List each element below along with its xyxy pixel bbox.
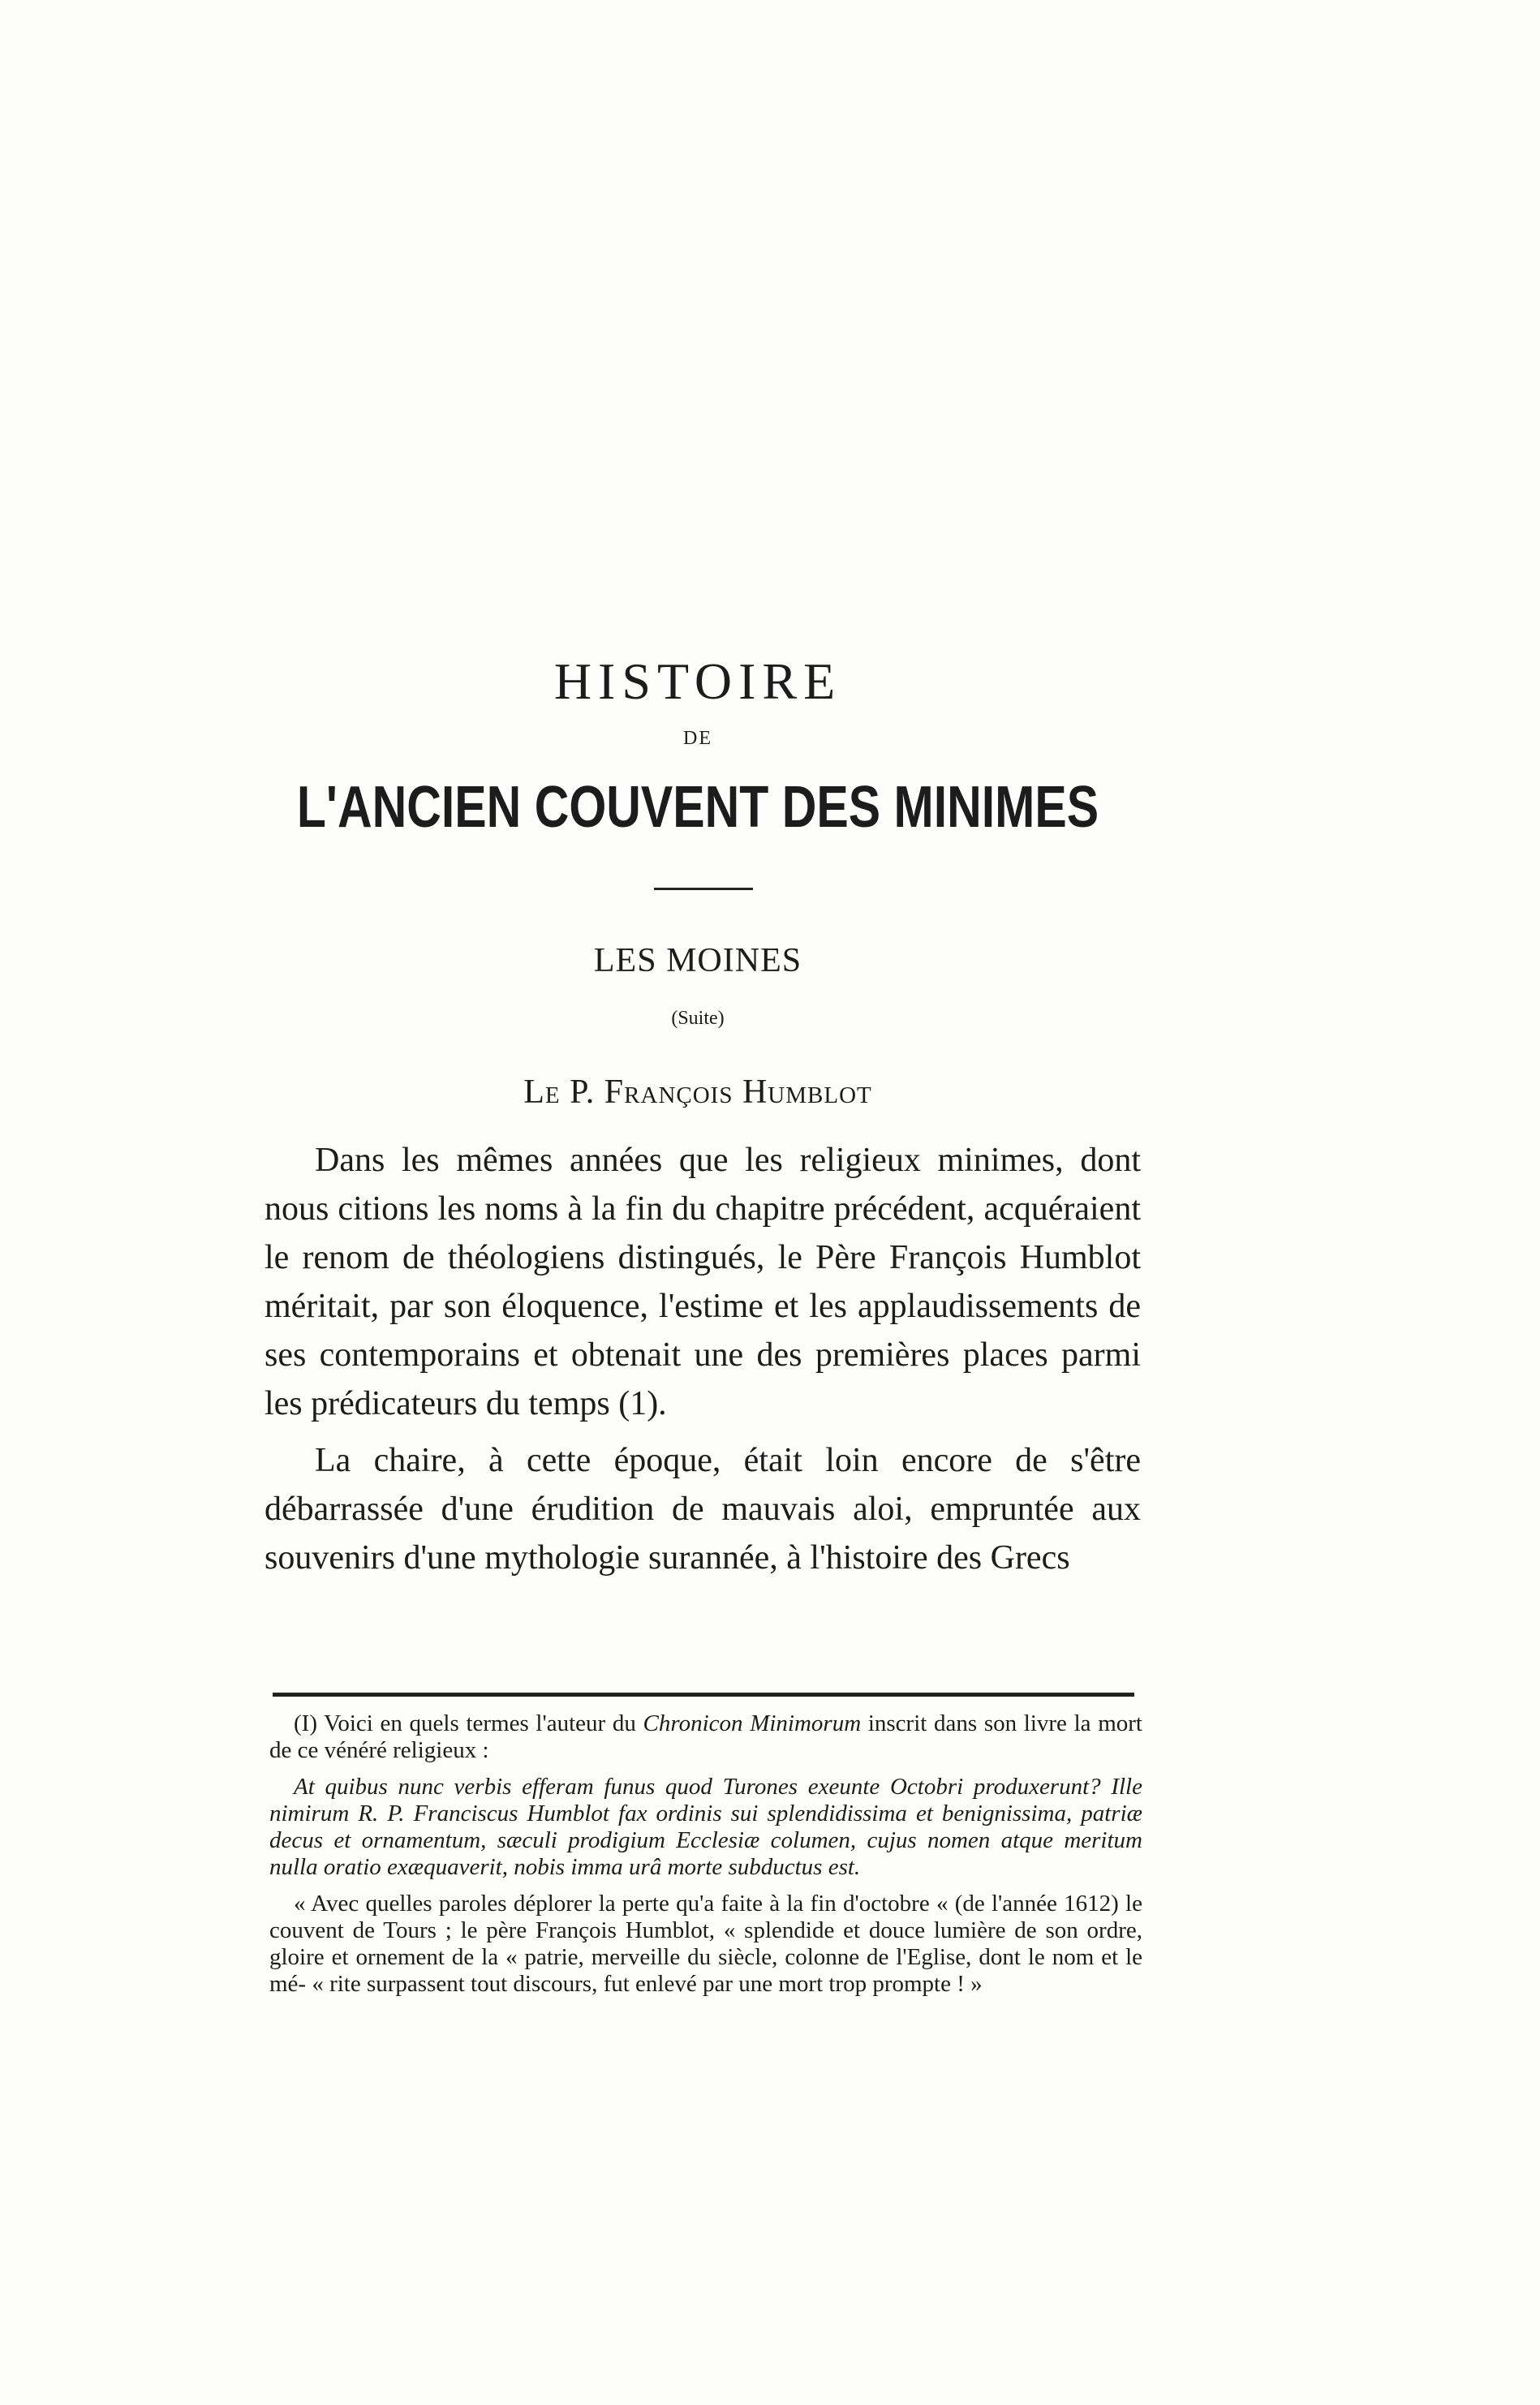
body-paragraph: La chaire, à cette époque, était loin encore de s'être débarrassée d'une érudition de mauvais aloi, empruntée aux souvenirs d'une mythologie surannée, à l'histoire des Grecs bbox=[265, 1442, 1141, 1577]
section-subtitle: (Suite) bbox=[671, 1008, 725, 1029]
footnote-1-source-title: Chronicon Minimorum bbox=[643, 1710, 862, 1736]
footnote-1-text: (I) Voici en quels termes l'auteur du bbox=[294, 1710, 643, 1736]
footnote-1-text-end: inscrit dans son livre la mort de ce vénéré religieux : bbox=[269, 1710, 1142, 1763]
footnote-latin-quote: At quibus nunc verbis efferam funus quod Turones exeunte Octobri produxerunt? Ille nimirum R. P. Franciscus Humblot fax ordinis sui splendidissima et benignissima, patriæ decus et ornamentum, sæculi prodigium Ecclesiæ columen, cujus nomen atque meritum nulla oratio exæquaverit, nobis imma urâ morte subductus est. bbox=[269, 1774, 1142, 1880]
body-text bbox=[265, 1136, 1141, 1590]
section-title: LES MOINES bbox=[593, 942, 802, 979]
body-paragraph: Dans les mêmes années que les religieux minimes, dont nous citions les noms à la fin du chapitre précédent, acquéraient le renom de théologiens distingués, le Père François Humblot méritait, par son éloquence, l'estime et les applaudissements de ses contemporains et obtenait une des premières places parmi les prédicateurs du temps (1). bbox=[265, 1142, 1141, 1422]
title-divider bbox=[654, 888, 753, 890]
main-title: L'ANCIEN COUVENT DES MINIMES bbox=[296, 775, 1099, 840]
title-histoire: HISTOIRE bbox=[553, 652, 842, 710]
footnote-french-translation: « Avec quelles paroles déplorer la perte qu'a faite à la fin d'octobre « (de l'année 1612) le couvent de Tours ; le père François Humblot, « splendide et douce lumière de son ordre, gloire et ornement de la « patrie, merveille du siècle, colonne de l'Eglise, dont le nom et le mé- « rite surpassent tout discours, fut enlevé par une mort trop prompte ! » bbox=[269, 1891, 1142, 1997]
footnote-divider bbox=[273, 1693, 1134, 1697]
footnotes bbox=[269, 1710, 1142, 2007]
footnote-1 bbox=[269, 1710, 1142, 1764]
title-de: DE bbox=[683, 728, 712, 749]
chapter-title: Le P. François Humblot bbox=[523, 1073, 872, 1111]
